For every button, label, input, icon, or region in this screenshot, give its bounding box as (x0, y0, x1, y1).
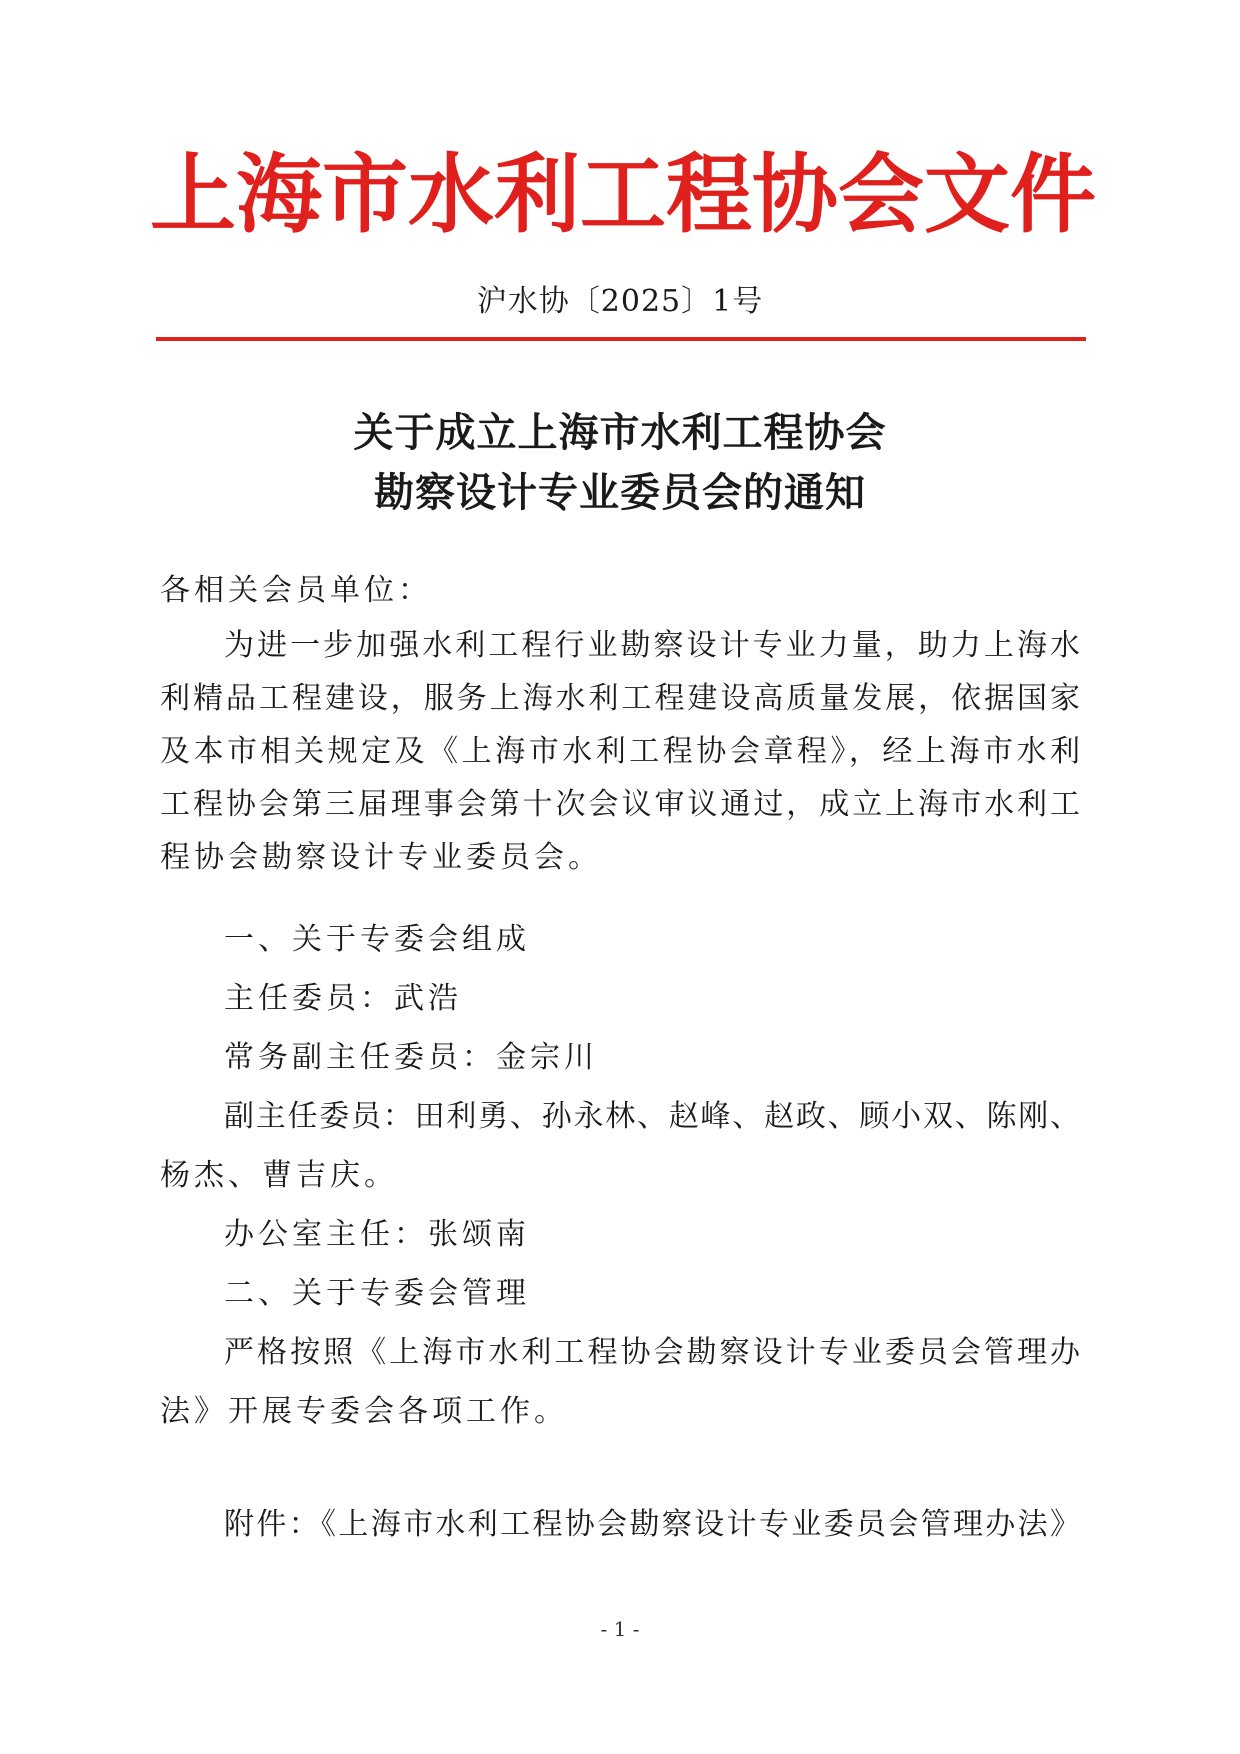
section-1-heading: 一、关于专委会组成 (224, 922, 530, 957)
red-divider-line (156, 337, 1086, 341)
salutation: 各相关会员单位： (160, 573, 432, 608)
document-title-line-2: 勘察设计专业委员会的通知 (374, 470, 866, 516)
executive-deputy-line: 常务副主任委员：金宗川 (224, 1040, 598, 1075)
deputies-line-1: 副主任委员：田利勇、孙永林、赵峰、赵政、顾小双、陈刚、 (224, 1099, 1080, 1134)
director-line: 主任委员：武浩 (224, 981, 462, 1016)
management-line-1: 严格按照《上海市水利工程协会勘察设计专业委员会管理办 (224, 1335, 1080, 1370)
management-line-2: 法》开展专委会各项工作。 (160, 1394, 568, 1429)
paragraph-1-line-3: 及本市相关规定及《上海市水利工程协会章程》，经上海市水利 (160, 734, 1080, 769)
section-2-heading: 二、关于专委会管理 (224, 1276, 530, 1311)
paragraph-1-line-1: 为进一步加强水利工程行业勘察设计专业力量，助力上海水 (224, 628, 1080, 663)
office-director-line: 办公室主任：张颂南 (224, 1217, 530, 1252)
attachment-line: 附件：《上海市水利工程协会勘察设计专业委员会管理办法》 (224, 1507, 1080, 1542)
deputies-line-2: 杨杰、曹吉庆。 (160, 1158, 398, 1193)
document-title-line-1: 关于成立上海市水利工程协会 (353, 410, 887, 456)
document-number: 沪水协〔2025〕1号 (476, 284, 764, 319)
paragraph-1-line-4: 工程协会第三届理事会第十次会议审议通过，成立上海市水利工 (160, 787, 1080, 822)
paragraph-1-line-2: 利精品工程建设，服务上海水利工程建设高质量发展，依据国家 (160, 681, 1080, 716)
paragraph-1-line-5: 程协会勘察设计专业委员会。 (160, 840, 602, 875)
page-number: - 1 - (600, 1617, 640, 1641)
document-masthead: 上海市水利工程协会文件 (150, 145, 1096, 245)
